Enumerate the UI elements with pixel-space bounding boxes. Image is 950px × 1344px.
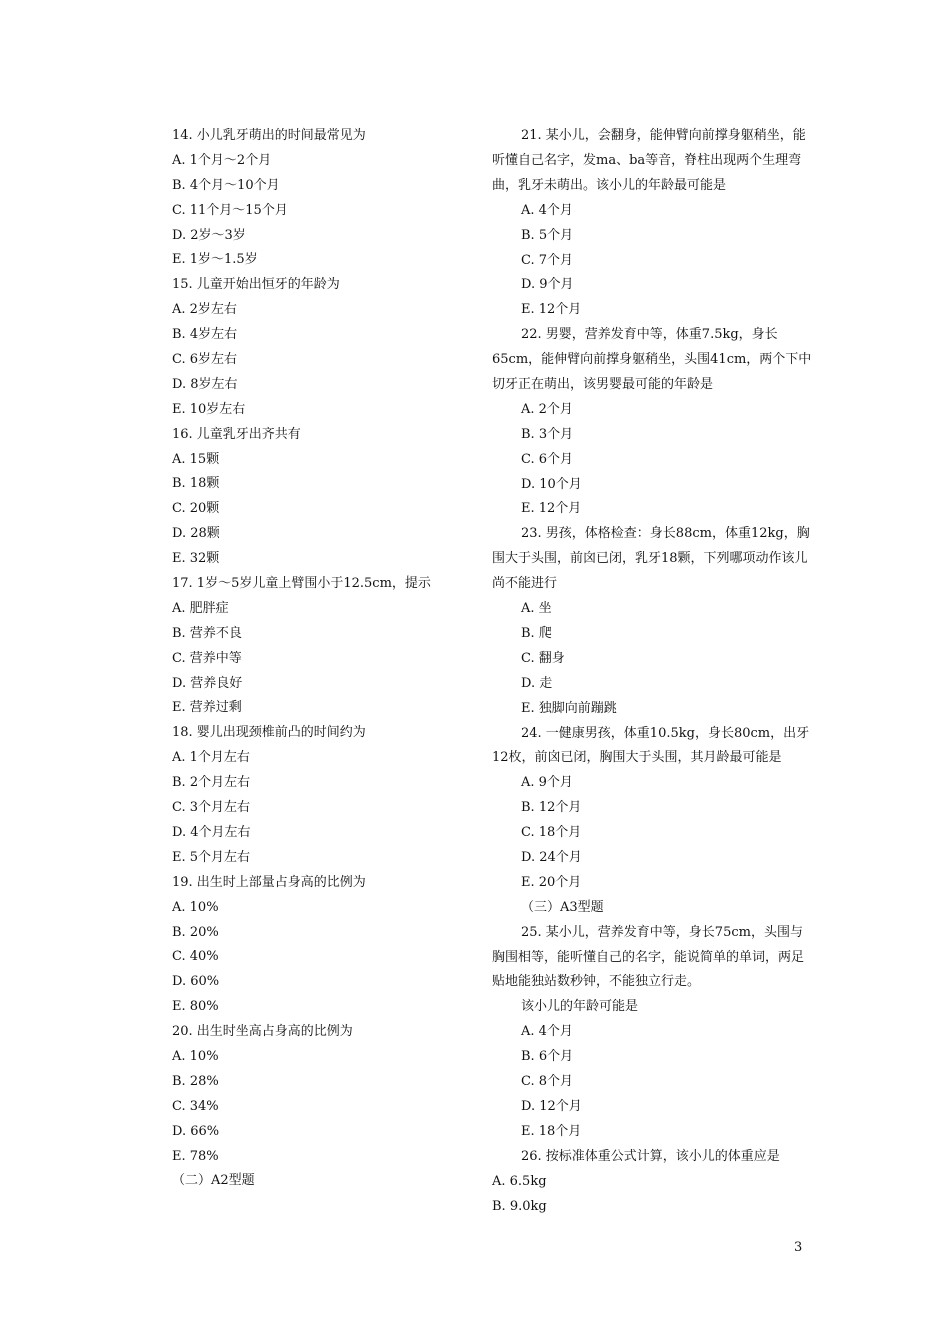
section-heading-a2: （二）A2型题 — [172, 1173, 255, 1189]
option: A. 坐 — [521, 601, 552, 617]
question-26: 26. 按标准体重公式计算，该小儿的体重应是 — [521, 1148, 780, 1164]
option: D. 4个月左右 — [172, 824, 251, 840]
option: C. 营养中等 — [172, 650, 242, 666]
option: E. 营养过剩 — [172, 700, 242, 716]
option: E. 18个月 — [521, 1123, 582, 1139]
option: A. 6.5kg — [492, 1173, 547, 1189]
question-18: 18. 婴儿出现颈椎前凸的时间约为 — [172, 725, 366, 741]
question-17: 17. 1岁～5岁儿童上臂围小于12.5cm，提示 — [172, 576, 431, 592]
option: B. 4岁左右 — [172, 327, 238, 343]
option: A. 2个月 — [521, 401, 573, 417]
option: D. 走 — [521, 675, 553, 691]
option: A. 1个月左右 — [172, 750, 250, 766]
option: D. 10个月 — [521, 476, 582, 492]
question-14: 14. 小儿乳牙萌出的时间最常见为 — [172, 128, 366, 143]
option: E. 1岁～1.5岁 — [172, 252, 258, 268]
page-number: 3 — [794, 1240, 803, 1255]
option: E. 10岁左右 — [172, 401, 246, 417]
right-column — [492, 124, 814, 1219]
option: A. 1个月～2个月 — [172, 152, 272, 168]
option: A. 10% — [172, 899, 219, 915]
question-23: 23. 男孩，体格检查：身长88cm，体重12kg，胸围大于头围，前囟已闭，乳牙18颗，下列哪项动作该儿尚不能进行 — [492, 526, 810, 592]
option: A. 9个月 — [521, 775, 573, 791]
option: B. 5个月 — [521, 227, 574, 243]
option: C. 34% — [172, 1098, 219, 1114]
option: D. 2岁～3岁 — [172, 227, 246, 243]
option: B. 4个月～10个月 — [172, 177, 280, 193]
question-25-stem: 25. 某小儿，营养发育中等，身长75cm，头围与胸围相等，能听懂自己的名字，能说简单的单词，两足贴地能独站数秒钟，不能独立行走。 — [492, 924, 805, 990]
option: C. 18个月 — [521, 825, 582, 841]
option: C. 6个月 — [521, 451, 574, 467]
option: E. 独脚向前蹦跳 — [521, 700, 617, 716]
option: D. 12个月 — [521, 1098, 582, 1114]
option: D. 28颗 — [172, 526, 220, 542]
option: B. 28% — [172, 1073, 219, 1089]
option: E. 12个月 — [521, 501, 582, 517]
option: B. 20% — [172, 924, 219, 940]
option: D. 66% — [172, 1123, 220, 1139]
question-24: 24. 一健康男孩，体重10.5kg，身长80cm，出牙12枚，前囟已闭，胸围大于头围，其月龄最可能是 — [492, 725, 810, 766]
option: B. 6个月 — [521, 1049, 574, 1065]
option: D. 9个月 — [521, 277, 574, 293]
option: E. 80% — [172, 999, 219, 1015]
option: E. 32颗 — [172, 551, 220, 567]
option: B. 9.0kg — [492, 1198, 547, 1214]
option: A. 4个月 — [521, 1024, 573, 1040]
option: E. 20个月 — [521, 874, 582, 890]
option: B. 2个月左右 — [172, 775, 251, 791]
question-15: 15. 儿童开始出恒牙的年龄为 — [172, 277, 340, 293]
option: A. 15颗 — [172, 451, 220, 467]
option: C. 20颗 — [172, 501, 220, 517]
question-16: 16. 儿童乳牙出齐共有 — [172, 426, 301, 442]
option: C. 翻身 — [521, 650, 565, 666]
option: A. 肥胖症 — [172, 600, 229, 616]
question-21: 21. 某小儿，会翻身，能伸臂向前撑身躯稍坐，能听懂自己名字，发ma、ba等音，脊柱出现两个生理弯曲，乳牙未萌出。该小儿的年龄最可能是 — [492, 128, 806, 193]
option: A. 4个月 — [521, 202, 573, 218]
option: C. 8个月 — [521, 1074, 574, 1090]
option: B. 3个月 — [521, 426, 574, 442]
option: B. 12个月 — [521, 800, 582, 816]
option: E. 78% — [172, 1148, 219, 1164]
question-25: 该小儿的年龄可能是 — [521, 999, 639, 1015]
question-19: 19. 出生时上部量占身高的比例为 — [172, 874, 366, 890]
option: D. 营养良好 — [172, 675, 243, 691]
option: C. 6岁左右 — [172, 352, 238, 368]
option: D. 8岁左右 — [172, 376, 238, 392]
option: A. 2岁左右 — [172, 302, 237, 318]
option: C. 3个月左右 — [172, 800, 251, 816]
option: C. 40% — [172, 949, 219, 965]
option: D. 24个月 — [521, 850, 582, 865]
option: C. 11个月～15个月 — [172, 202, 288, 218]
option: D. 60% — [172, 974, 220, 990]
question-20: 20. 出生时坐高占身高的比例为 — [172, 1024, 353, 1040]
option: B. 18颗 — [172, 476, 220, 492]
question-22: 22. 男婴，营养发育中等，体重7.5kg，身长65cm，能伸臂向前撑身躯稍坐，头围41cm，两个下中切牙正在萌出，该男婴最可能的年龄是 — [492, 327, 812, 392]
section-heading-a3: （三）A3型题 — [521, 899, 604, 915]
option: B. 营养不良 — [172, 625, 242, 641]
option: C. 7个月 — [521, 252, 574, 268]
option: E. 5个月左右 — [172, 849, 251, 865]
option: E. 12个月 — [521, 302, 582, 318]
option: B. 爬 — [521, 625, 552, 641]
option: A. 10% — [172, 1048, 219, 1064]
left-column — [172, 124, 472, 1194]
